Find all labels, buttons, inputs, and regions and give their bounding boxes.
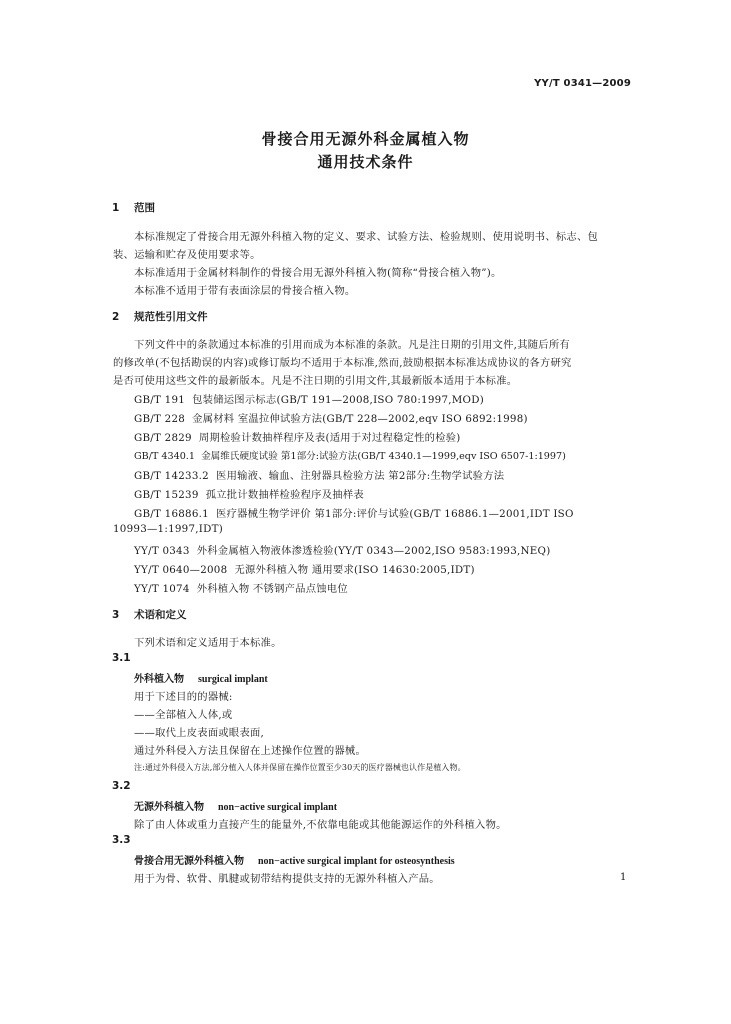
reference-code: GB/T 16886.1 [134,508,209,520]
reference-item [134,505,574,520]
reference-title: 周期检验计数抽样程序及表(适用于对过程稳定性的检验) [198,432,461,444]
term-chinese: 外科植入物 [134,674,184,685]
reference-code: GB/T 14233.2 [134,470,209,482]
definition-line: ——取代上皮表面或眼表面, [134,727,265,739]
paragraph: 本标准适用于金属材料制作的骨接合用无源外科植入物(简称“骨接合植入物”)。 [134,267,502,279]
term-heading [134,670,268,685]
section-2-heading [112,309,208,324]
document-title: 骨接合用无源外科金属植入物 [261,130,470,148]
reference-title: 金属材料 室温拉伸试验方法(GB/T 228—2002,eqv ISO 6892:1998) [192,413,528,425]
term-english: non−active surgical implant [218,802,338,813]
term-english: non−active surgical implant for osteosynthesis [258,856,455,867]
reference-code: GB/T 15239 [134,489,199,501]
term-heading [134,852,455,867]
reference-title: 外科植入物 不锈钢产品点蚀电位 [196,583,348,595]
section-number: 3 [112,609,120,621]
section-title: 术语和定义 [134,609,187,621]
reference-code: GB/T 2829 [134,432,192,444]
reference-code: YY/T 0343 [134,545,190,557]
reference-title: 孤立批计数抽样检验程序及抽样表 [205,489,364,501]
reference-title: 包装储运图示标志(GB/T 191—2008,ISO 780:1997,MOD) [192,394,485,406]
reference-item [134,467,504,482]
reference-item [134,448,566,462]
page-number: 1 [620,872,627,883]
term-note: 注:通过外科侵入方法,部分植入人体并保留在操作位置至少30天的医疗器械也认作是植入物。 [134,763,466,772]
standard-number: YY/T 0341—2009 [534,78,631,89]
section-number: 2 [112,311,120,323]
paragraph: 本标准规定了骨接合用无源外科植入物的定义、要求、试验方法、检验规则、使用说明书、标志、包 [134,231,599,243]
definition-line: 除了由人体或重力直接产生的能量外,不依靠电能或其他能源运作的外科植入物。 [134,819,507,831]
section-title: 规范性引用文件 [134,311,208,323]
reference-title: 医疗器械生物学评价 第1部分:评价与试验(GB/T 16886.1—2001,IDT ISO [216,508,574,520]
reference-item [134,561,475,576]
term-number: 3.3 [112,834,131,846]
paragraph: 下列术语和定义适用于本标准。 [134,637,282,649]
term-number: 3.2 [112,780,131,792]
section-number: 1 [112,202,120,214]
reference-title: 医用输液、输血、注射器具检验方法 第2部分:生物学试验方法 [216,470,505,482]
reference-title: 外科金属植入物液体渗透检验(YY/T 0343—2002,ISO 9583:1993,NEQ) [196,545,551,557]
reference-code: YY/T 0640—2008 [134,564,228,576]
section-1-heading [112,200,155,215]
reference-title: 金属维氏硬度试验 第1部分:试验方法(GB/T 4340.1—1999,eqv ISO 6507-1:1997) [201,451,566,462]
reference-item [134,580,348,595]
section-3-heading [112,607,187,622]
reference-item [134,542,551,557]
reference-item [134,410,528,425]
document-subtitle: 通用技术条件 [317,153,414,171]
definition-line: 用于下述目的的器械: [134,691,233,703]
paragraph: 是否可使用这些文件的最新版本。凡是不注日期的引用文件,其最新版本适用于本标准。 [113,375,518,387]
reference-code: GB/T 4340.1 [134,451,195,462]
term-english: surgical implant [198,674,268,685]
paragraph: 下列文件中的条款通过本标准的引用而成为本标准的条款。凡是注日期的引用文件,其随后所有 [134,339,570,351]
paragraph: 本标准不适用于带有表面涂层的骨接合植入物。 [134,285,356,297]
term-chinese: 骨接合用无源外科植入物 [134,856,244,867]
reference-item [134,429,461,444]
paragraph: 的修改单(不包括勘误的内容)或修订版均不适用于本标准,然而,鼓励根据本标准达成协议的各方研究 [113,357,572,369]
reference-code: YY/T 1074 [134,583,190,595]
reference-continuation: 10993—1:1997,IDT) [113,523,224,535]
reference-code: GB/T 191 [134,394,186,406]
definition-line: ——全部植入人体,或 [134,709,233,721]
term-heading [134,798,337,813]
reference-title: 无源外科植入物 通用要求(ISO 14630:2005,IDT) [234,564,475,576]
definition-line: 用于为骨、软骨、肌腱或韧带结构提供支持的无源外科植入产品。 [134,873,440,885]
reference-item [134,486,364,501]
section-title: 范围 [134,202,155,214]
reference-item [134,391,484,406]
term-chinese: 无源外科植入物 [134,802,204,813]
definition-line: 通过外科侵入方法且保留在上述操作位置的器械。 [134,745,367,757]
reference-code: GB/T 228 [134,413,186,425]
term-number: 3.1 [112,652,131,664]
paragraph: 装、运输和贮存及使用要求等。 [113,249,261,261]
